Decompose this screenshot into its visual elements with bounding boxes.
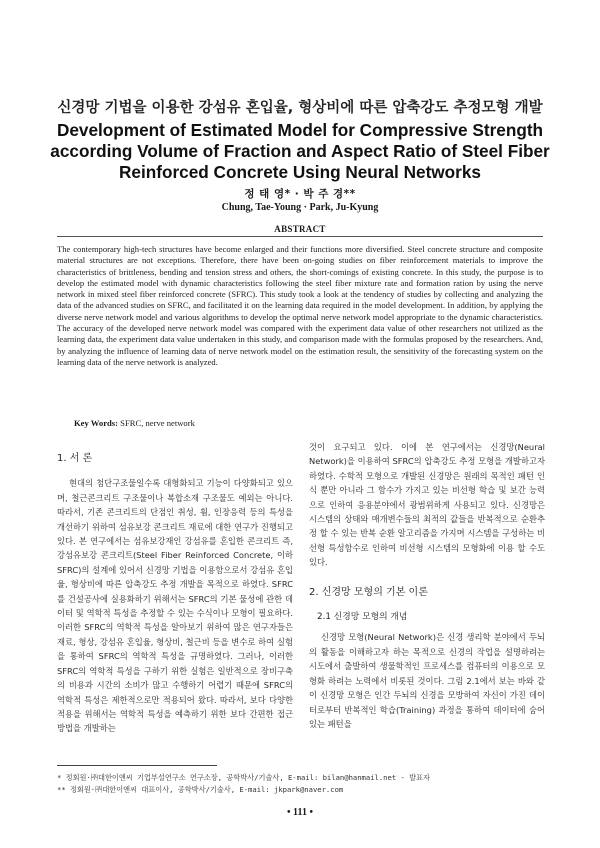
english-title: Development of Estimated Model for Compressive Strength according Volume of Fraction and Aspect Ratio of Steel Fiber Reinforced Concrete Using Neural Networks: [50, 120, 550, 182]
section1-body: 현대의 첨단구조물일수록 대형화되고 기능이 다양화되고 있으며, 철근콘크리트 구조물이나 복합소재 구조물도 예외는 아니다. 따라서, 기존 콘크리트의 단점인 취성, 휨, 인장응력 등의 특성을 개선하기 위하여 섬유보강 콘크리트 재료에 대한 연구가 진행되고 있다. 본 연구에서는 섬유보강재인 강섬유를 혼입한 콘크리트 즉, 강섬유보강 콘크리트(Steel Fiber Reinforced Concrete, 이하 SFRC)의 설계에 있어서 신경망 기법을 이용함으로서 강섬유 혼입율, 형상비에 따른 압축강도 추정 개발을 목적으로 하였다. SFRC를 건설공사에 실용화하기 위해서는 SFRC의 기본 물성에 관한 데이터 및 역학적 특성을 추정할 수 있는 수식이나 모형이 필요하다. 이러한 SFRC의 역학적 특성을 알아보기 위하여 많은 연구자들은 재료, 형상, 강섬유 혼입율, 형상비, 철근비 등을 변수로 하여 실험을 통하여 SFRC의 역학적 특성을 규명하였다. 그러나, 이러한 SFRC의 역학적 특성을 구하기 위한 실험은 일반적으로 장비구축의 비용과 시간의 소비가 많고 수행하기 어렵기 때문에 SFRC의 역학적 특성은 제한적으로만 적용되어 왔다. 따라서, 보다 다양한 적용을 위해서는 역학적 특성을 예측하기 위한 보다 간편한 접근 방법을 개발하는: [57, 478, 293, 734]
section1-heading: 1. 서 론: [57, 453, 93, 464]
abstract-text: The contemporary high-tech structures have become enlarged and their functions more diversified. Steel concrete structure and composite material structures are not exceptions. Therefore, there have been on-going studies on fiber reinforcement materials to improve the characteristics of brittleness, bending and tension stress and others, the short-comings of existing concrete. In this study, the purpose is to develop the estimated model with dynamic characteristics following the steel fiber mixture rate and formation ration by using the nerve network in mixed steel fiber reinforced concrete (SFRC). This study took a look at the tendency of studies by collecting and analyzing the data of the advanced studies on SFRC, and facilitated it on the learning data required in the model development. In addition, by applying the diverse nerve network model and various algorithms to develop the optimal nerve network model appropriate to the dynamic characteristics. The accuracy of the developed nerve network model was compared with the experiment data value of other researchers not utilized as the learning data, the experiment data value undertaken in this study, and comparison made with the formulas proposed by the researchers. And, by analyzing the influence of learning data of nerve network model on the estimation result, the sensitivity of the forecasting system on the learning data of the nerve network is analyzed.: [57, 244, 543, 367]
keywords: [74, 418, 195, 428]
footnote-1: * 정회원·㈜대한이앤씨 기업부설연구소 연구소장, 공학박사/기술사, E-mail: bilan@hanmail.net - 발표자: [57, 773, 430, 782]
subsection21-body: 신경망 모형(Neural Network)은 신경 생리학 분야에서 두뇌의 활동을 이해하고자 하는 목적으로 신경의 작업을 설명하려는 시도에서 출발하여 생물학적인 프로세스를 컴퓨터의 이용으로 모형화 하려는 노력에서 비롯된 것이다. 그림 2.1에서 보는 바와 같이 신경망 모형은 인간 두뇌의 신경을 모방하여 자신이 가진 데이터로부터 반복적인 학습(Training) 과정을 통하여 데이터에 숨어 있는 패턴을: [309, 632, 545, 729]
korean-title: 신경망 기법을 이용한 강섬유 혼입율, 형상비에 따른 압축강도 추정모형 개발: [57, 100, 543, 116]
keywords-value: SFRC, nerve network: [120, 418, 195, 428]
footnote-2: ** 정회원·㈜대한이앤씨 대표이사, 공학박사/기술사, E-mail: jkpark@naver.com: [57, 785, 344, 794]
subsection21-heading: 2.1 신경망 모형의 개념: [317, 612, 408, 623]
authors-english: Chung, Tae-Young · Park, Ju-Kyung: [221, 202, 379, 213]
right-column: [309, 440, 545, 731]
footnote-rule: [57, 765, 217, 766]
abstract-top-rule: [57, 236, 543, 237]
abstract-heading: ABSTRACT: [274, 224, 326, 234]
section1-continued: 것이 요구되고 있다. 이에 본 연구에서는 신경망(Neural Network)을 이용하여 SFRC의 압축강도 추정 모형을 개발하고자 하였다. 수학적 모형으로 개발된 신경망은 원래의 목적인 패턴 인식 뿐만 아니라 그 함수가 가지고 있는 비선형 학습 및 보간 능력으로 인하여 응용분야에서 광범위하게 사용되고 있다. 신경망은 시스템의 상태와 매개변수들의 최적의 값들을 반복적으로 순환추정 할 수 있는 반복 순환 알고리즘을 가지며 시스템을 구성하는 비선형 특성함수로 인하여 비선형 시스템의 모형화에 이용 할 수도 있다.: [309, 442, 545, 568]
authors-korean: 정 태 영* · 박 주 경**: [244, 188, 356, 200]
section2-heading: 2. 신경망 모형의 기본 이론: [309, 586, 428, 598]
keywords-label: Key Words:: [74, 418, 119, 428]
left-column: [57, 452, 293, 736]
page-number: • 111 •: [287, 807, 313, 818]
